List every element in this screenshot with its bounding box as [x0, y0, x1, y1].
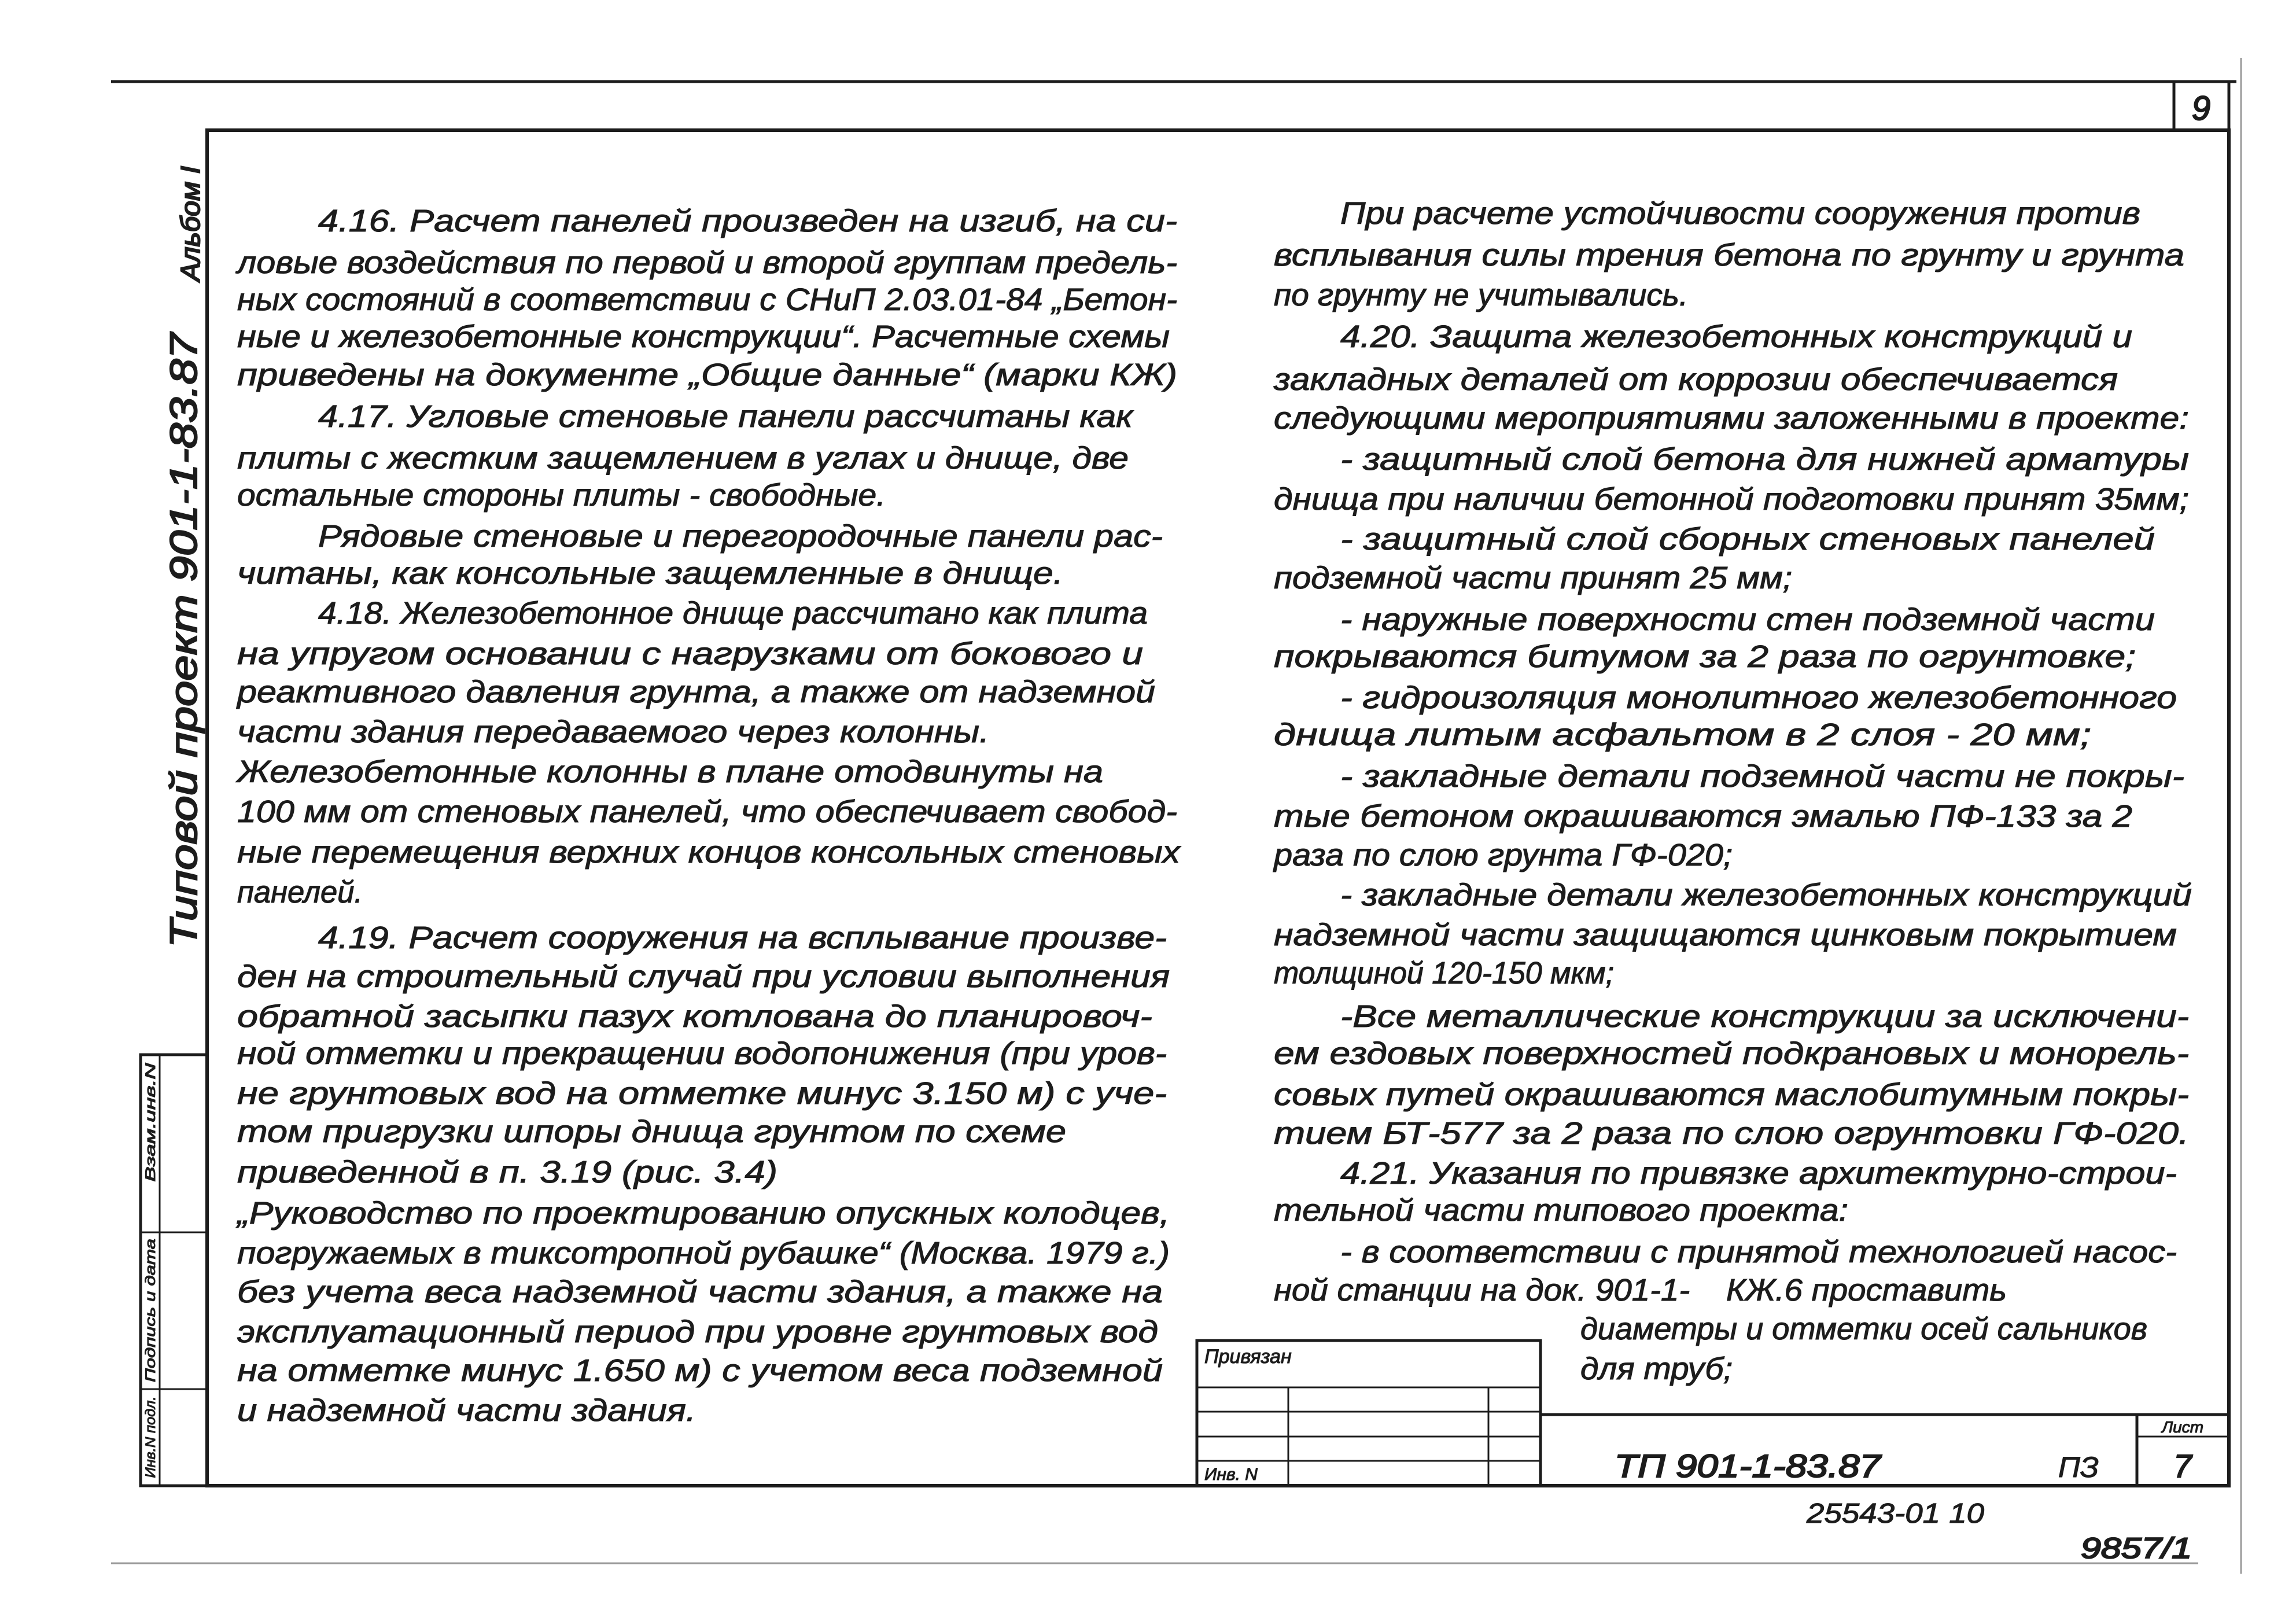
- left-text-line: приведенной в п. 3.19 (рис. 3.4): [237, 1155, 777, 1190]
- left-text-line: „Руководство по проектированию опускных колодцев,: [235, 1196, 1170, 1231]
- left-text-line: эксплуатационный период при уровне грунтовых вод: [237, 1314, 1159, 1349]
- left-text-line: на отметке минус 1.650 м) с учетом веса подземной: [237, 1353, 1163, 1388]
- left-text-line: на упругом основании с нагрузками от бокового и: [237, 636, 1143, 671]
- corner-number: 9: [2191, 90, 2211, 127]
- right-text-line: 4.20. Защита железобетонных конструкций и: [1340, 319, 2132, 354]
- left-text-line: не грунтовых вод на отметке минус 3.150 м) с уче-: [237, 1076, 1167, 1111]
- left-text-line: погружаемых в тиксотропной рубашке“ (Москва. 1979 г.): [237, 1236, 1170, 1271]
- left-text-line: читаны, как консольные защемленные в днище.: [237, 556, 1063, 591]
- right-text-line: При расчете устойчивости сооружения против: [1340, 196, 2140, 231]
- right-text-line: толщиной 120-150 мкм;: [1274, 956, 1614, 990]
- right-text-line: - гидроизоляция монолитного железобетонного: [1340, 680, 2177, 715]
- right-text-line: для труб;: [1580, 1352, 1733, 1386]
- left-text-line: плиты с жестким защемлением в углах и днище, две: [237, 441, 1129, 476]
- original-inv-label: Инв.N подл.: [143, 1400, 159, 1478]
- right-text-line: по грунту не учитывались.: [1274, 278, 1688, 312]
- right-text-line: - наружные поверхности стен подземной части: [1340, 602, 2155, 637]
- sheet-label: Лист: [2161, 1418, 2204, 1436]
- project-designation: ТП 901-1-83.87: [1615, 1448, 1882, 1484]
- left-text-line: ных состояний в соответствии с СНиП 2.03.01-84 „Бетон-: [237, 282, 1177, 317]
- left-text-line: ные перемещения верхних концов консольных стеновых: [237, 835, 1182, 870]
- left-text-line: без учета веса надземной части здания, а также на: [237, 1275, 1163, 1309]
- right-text-line: ной станции на док. 901-1- КЖ.6 проставить: [1274, 1273, 2007, 1308]
- left-text-line: обратной засыпки пазух котлована до планировоч-: [237, 999, 1152, 1034]
- left-text-line: 4.17. Угловые стеновые панели рассчитаны как: [318, 399, 1134, 434]
- left-text-line: том пригрузки шпоры днища грунтом по схеме: [237, 1114, 1066, 1149]
- left-text-line: реактивного давления грунта, а также от надземной: [235, 675, 1155, 709]
- right-text-line: -Все металлические конструкции за исключени-: [1340, 999, 2189, 1034]
- left-text-line: 4.18. Железобетонное днище рассчитано как плита: [318, 596, 1148, 631]
- right-text-line: - в соответствии с принятой технологией насос-: [1340, 1235, 2177, 1269]
- left-text-line: части здания передаваемого через колонны.: [237, 715, 989, 749]
- left-text-line: Рядовые стеновые и перегородочные панели рас-: [318, 519, 1163, 554]
- right-text-line: - защитный слой сборных стеновых панелей: [1340, 522, 2155, 557]
- right-text-line: надземной части защищаются цинковым покрытием: [1274, 918, 2177, 952]
- left-text-line: и надземной части здания.: [237, 1393, 696, 1428]
- left-text-line: панелей.: [237, 875, 363, 909]
- left-text-line: остальные стороны плиты - свободные.: [237, 478, 886, 513]
- right-text-line: тельной части типового проекта:: [1274, 1193, 1848, 1228]
- right-text-line: раза по слою грунта ГФ-020;: [1272, 838, 1733, 872]
- right-text-line: всплывания силы трения бетона по грунту и грунта: [1274, 238, 2184, 272]
- right-text-line: тием БТ-577 за 2 раза по слою огрунтовки ГФ-020.: [1274, 1116, 2189, 1151]
- right-text-line: тые бетоном окрашиваются эмалью ПФ-133 за 2: [1274, 799, 2132, 834]
- sheet-number: 7: [2173, 1448, 2192, 1484]
- right-text-line: - закладные детали железобетонных конструкций: [1340, 878, 2192, 912]
- binding-label: Привязан: [1204, 1346, 1292, 1368]
- right-text-line: следующими мероприятиями заложенными в проекте:: [1274, 401, 2189, 436]
- left-text-line: 4.16. Расчет панелей произведен на изгиб, на си-: [318, 204, 1177, 238]
- left-text-line: 4.19. Расчет сооружения на всплывание произве-: [318, 920, 1167, 955]
- left-text-line: приведены на документе „Общие данные“ (марки КЖ): [237, 358, 1177, 392]
- signature-date-label: Подпись и дата: [143, 1277, 159, 1382]
- inventory-label: Инв. N: [1204, 1465, 1258, 1484]
- left-text-line: ден на строительный случай при условии выполнения: [237, 959, 1170, 994]
- document-code: ПЗ: [2058, 1451, 2099, 1483]
- right-text-line: закладных деталей от коррозии обеспечивается: [1273, 362, 2118, 397]
- right-text-line: покрываются битумом за 2 раза по огрунтовке;: [1274, 639, 2136, 674]
- left-text-column: [235, 204, 1182, 1428]
- right-text-line: днища при наличии бетонной подготовки принят 35мм;: [1274, 482, 2189, 517]
- left-text-line: 100 мм от стеновых панелей, что обеспечивает свобод-: [237, 794, 1177, 829]
- right-text-line: ем ездовых поверхностей подкрановых и монорель-: [1274, 1036, 2189, 1071]
- left-text-line: Железобетонные колонны в плане отодвинуты на: [235, 754, 1103, 789]
- right-text-line: - закладные детали подземной части не покры-: [1340, 759, 2184, 794]
- album-label: Альбом I: [175, 171, 205, 281]
- right-text-line: 4.21. Указания по привязке архитектурно-строи-: [1340, 1156, 2177, 1191]
- right-text-line: днища литым асфальтом в 2 слоя - 20 мм;: [1274, 717, 2091, 752]
- right-text-line: диаметры и отметки осей сальников: [1580, 1312, 2147, 1346]
- left-text-line: ловые воздействия по первой и второй группам предель-: [235, 245, 1177, 280]
- archive-number: 9857/1: [2081, 1532, 2192, 1564]
- side-title: Типовой проект 901-1-83.87: [162, 438, 205, 948]
- right-text-line: подземной части принят 25 мм;: [1274, 561, 1792, 595]
- right-text-line: - защитный слой бетона для нижней арматуры: [1340, 442, 2189, 477]
- left-text-line: ные и железобетонные конструкции“. Расчетные схемы: [237, 319, 1170, 354]
- replaces-inv-label: Взам.инв.N: [143, 1109, 159, 1182]
- right-text-line: совых путей окрашиваются маслобитумным покры-: [1274, 1077, 2189, 1112]
- order-number: 25543-01 10: [1805, 1498, 1985, 1529]
- left-text-line: ной отметки и прекращении водопонижения (при уров-: [237, 1036, 1167, 1071]
